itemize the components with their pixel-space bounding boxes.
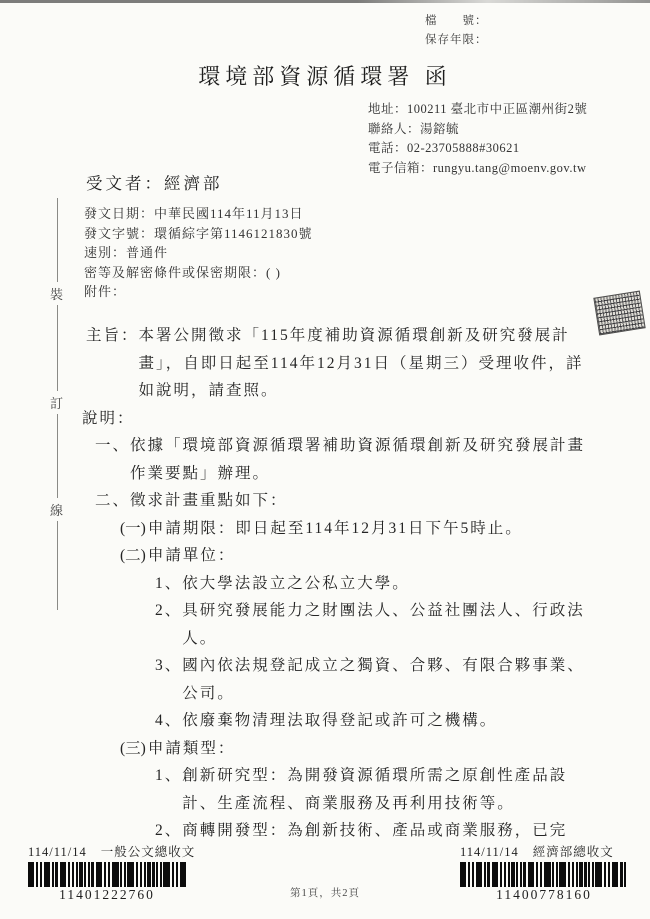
item-text: 申請類型： (147, 739, 236, 757)
file-number-block (425, 12, 488, 50)
description-item (64, 570, 588, 598)
document-title: 環境部資源循環署 函 (198, 64, 452, 89)
item-label: 4、 (155, 712, 183, 729)
stamp-date: 114/11/14 (28, 845, 87, 859)
item-text: 依廢棄物清理法取得登記或許可之機構。 (182, 712, 498, 729)
description-item (64, 735, 588, 763)
subject-label: 主旨： (86, 327, 139, 344)
description-item (64, 542, 588, 570)
description-label: 說明： (82, 409, 135, 427)
binding-char-zhuang: 裝 (50, 282, 63, 305)
page-number-info: 第1頁，共2頁 (290, 888, 360, 899)
item-label: 1、 (155, 767, 183, 784)
barcode-number: 11401222760 (59, 887, 155, 902)
sender-email: 電子信箱：rungyu.tang@moenv.gov.tw (368, 160, 587, 175)
attachment-line: 附件： (84, 284, 127, 299)
subject-text: 本署公開徵求「115年度補助資源循環創新及研究發展計畫」，自即日起至114年12月31日（星期三）受理收件，詳如說明，請查照。 (138, 327, 584, 399)
description-item (64, 817, 588, 845)
description-item (64, 515, 588, 543)
document-number-line: 發文字號：環循綜字第1146121830號 (84, 225, 313, 241)
delivery-speed-line: 速別：普通件 (84, 245, 169, 260)
sender-info-block (368, 100, 587, 178)
stamp-date: 114/11/14 (460, 845, 519, 859)
item-label: 3、 (155, 657, 183, 674)
file-number-label: 檔 號： (425, 15, 488, 27)
item-text: 國內依法規登記成立之獨資、合夥、有限合夥事業、公司。 (182, 657, 585, 702)
document-meta-block (84, 204, 313, 302)
item-text: 申請單位： (147, 547, 236, 564)
sender-address: 地址：100211 臺北市中正區潮州街2號 (368, 102, 588, 116)
scan-edge-artifact (0, 0, 650, 3)
item-label: 2、 (155, 822, 183, 839)
binding-char-ding: 訂 (50, 391, 63, 414)
item-label: 一、 (95, 437, 131, 454)
description-item (64, 707, 588, 735)
item-label: 2、 (155, 602, 183, 619)
item-label: 1、 (155, 574, 183, 592)
description-item (64, 652, 588, 707)
description-item (64, 487, 588, 515)
sender-phone: 電話：02-23705888#30621 (368, 141, 520, 155)
subject-row (64, 322, 588, 405)
item-label: (三) (120, 739, 146, 757)
item-text: 商轉開發型：為創新技術、產品或商業服務，已完 (182, 822, 568, 839)
security-class-line: 密等及解密條件或保密期限：( ) (84, 264, 281, 280)
binding-line (50, 198, 64, 610)
barcode (28, 862, 186, 887)
item-label: (二) (120, 547, 146, 564)
letter-body (64, 322, 588, 845)
description-item (64, 762, 588, 817)
issue-date-line: 發文日期：中華民國114年11月13日 (84, 206, 304, 221)
retention-period-label: 保存年限： (425, 34, 488, 46)
sender-contact: 聯絡人：湯鎔毓 (368, 121, 460, 136)
barcode-number: 11400778160 (496, 887, 592, 902)
stamp-office-label: 一般公文總收文 (100, 845, 196, 859)
stamp-header (460, 842, 628, 860)
binding-char-xian: 線 (50, 498, 63, 521)
stamp-office-label: 經濟部總收文 (532, 845, 614, 859)
item-text: 依大學法設立之公私立大學。 (182, 574, 410, 592)
recipient-line: 受文者：經濟部 (86, 174, 223, 193)
item-label: 二、 (95, 492, 131, 509)
description-item (64, 432, 588, 487)
barcode (460, 862, 628, 887)
item-text: 創新研究型：為開發資源循環所需之原創性產品設計、生產流程、商業服務及再利用技術等。 (182, 767, 568, 812)
item-text: 申請期限：即日起至114年12月31日下午5時止。 (147, 519, 523, 537)
item-text: 徵求計畫重點如下： (130, 492, 288, 509)
registration-stamp (593, 291, 645, 336)
item-text: 具研究發展能力之財團法人、公益社團法人、行政法人。 (182, 602, 585, 647)
stamp-header (28, 842, 196, 860)
item-text: 依據「環境部資源循環署補助資源循環創新及研究發展計畫作業要點」辦理。 (130, 437, 586, 482)
description-item (64, 597, 588, 652)
item-label: (一) (120, 519, 146, 537)
